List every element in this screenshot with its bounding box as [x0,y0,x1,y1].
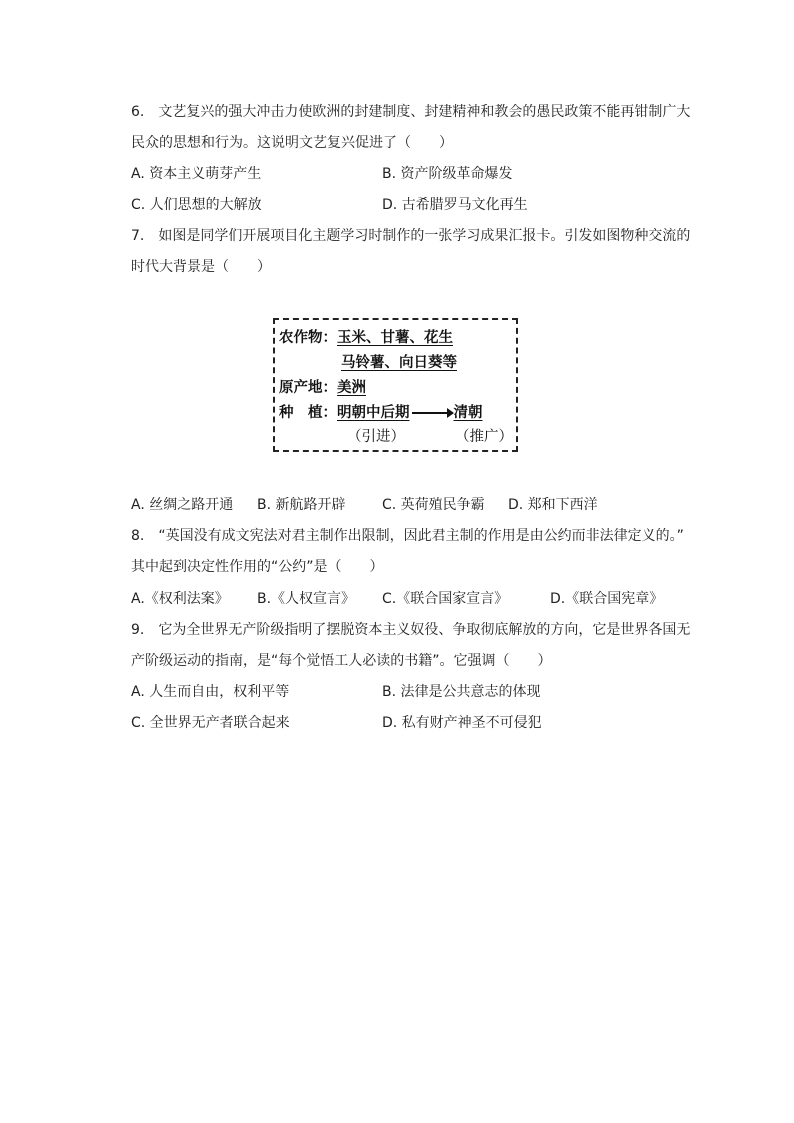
q9-option-d[interactable]: D. 私有财产神圣不可侵犯 [382,715,542,731]
q9-option-c[interactable]: C. 全世界无产者联合起来 [131,715,290,731]
q8-option-b[interactable]: B.《人权宣言》 [257,591,356,607]
q7-stem-line2: 时代大背景是（ ） [131,259,271,275]
q7-option-c[interactable]: C. 英荷殖民争霸 [382,497,485,513]
card-plant-label: 种 植： [279,405,337,421]
q8-stem-line1: 8. “英国没有成文宪法对君主制作出限制，因此君主制的作用是由公约而非法律定义的。” [131,528,684,544]
q6-options-row1 [131,164,731,184]
q9-options-row1 [131,682,731,702]
q6-option-d[interactable]: D. 古希腊罗马文化再生 [382,197,528,213]
card-crops-2: 马铃薯、向日葵等 [341,355,457,371]
q6-stem-line2: 民众的思想和行为。这说明文艺复兴促进了（ ） [131,135,453,151]
card-origin-row [279,378,366,398]
q6-option-c[interactable]: C. 人们思想的大解放 [131,197,262,213]
q7-option-a[interactable]: A. 丝绸之路开通 [131,497,234,513]
card-plant-row [279,403,483,423]
card-note-from: （引进） [347,429,405,445]
q9-stem-line2: 产阶级运动的指南，是“每个觉悟工人必读的书籍”。它强调（ ） [131,653,552,669]
card-origin-label: 原产地： [279,380,337,396]
q9-stem-line1: 9. 它为全世界无产阶级指明了摆脱资本主义奴役、争取彻底解放的方向，它是世界各国无 [131,622,691,638]
card-crops-label: 农作物： [279,330,337,346]
q8-option-d[interactable]: D.《联合国宪章》 [550,591,664,607]
card-plant-from: 明朝中后期 [337,405,410,421]
q9-option-a[interactable]: A. 人生而自由，权利平等 [131,684,290,700]
q6-stem-line1: 6. 文艺复兴的强大冲击力使欧洲的封建制度、封建精神和教会的愚民政策不能再钳制广大 [131,104,691,120]
card-crops-1: 玉米、甘薯、花生 [337,330,453,346]
q8-option-c[interactable]: C.《联合国家宣言》 [382,591,509,607]
card-note-to: （推广） [455,429,513,445]
q7-option-b[interactable]: B. 新航路开辟 [257,497,346,513]
card-plant-to: 清朝 [453,405,483,421]
q6-options-row2 [131,195,731,215]
q8-options-row [131,589,731,609]
card-origin: 美洲 [337,380,366,396]
report-card [273,318,518,452]
q9-options-row2 [131,713,731,733]
q7-options-row [131,495,731,515]
q6-option-a[interactable]: A. 资本主义萌芽产生 [131,166,262,182]
q7-option-d[interactable]: D. 郑和下西洋 [508,497,598,513]
card-crops-row [279,328,453,348]
q8-option-a[interactable]: A.《权利法案》 [131,591,229,607]
q6-option-b[interactable]: B. 资产阶级革命爆发 [382,166,513,182]
card-crops-row2 [341,353,457,373]
q7-stem-line1: 7. 如图是同学们开展项目化主题学习时制作的一张学习成果汇报卡。引发如图物种交流的 [131,228,691,244]
arrow-right-icon [412,412,452,414]
q9-option-b[interactable]: B. 法律是公共意志的体现 [382,684,541,700]
q8-stem-line2: 其中起到决定性作用的“公约”是（ ） [131,559,384,575]
